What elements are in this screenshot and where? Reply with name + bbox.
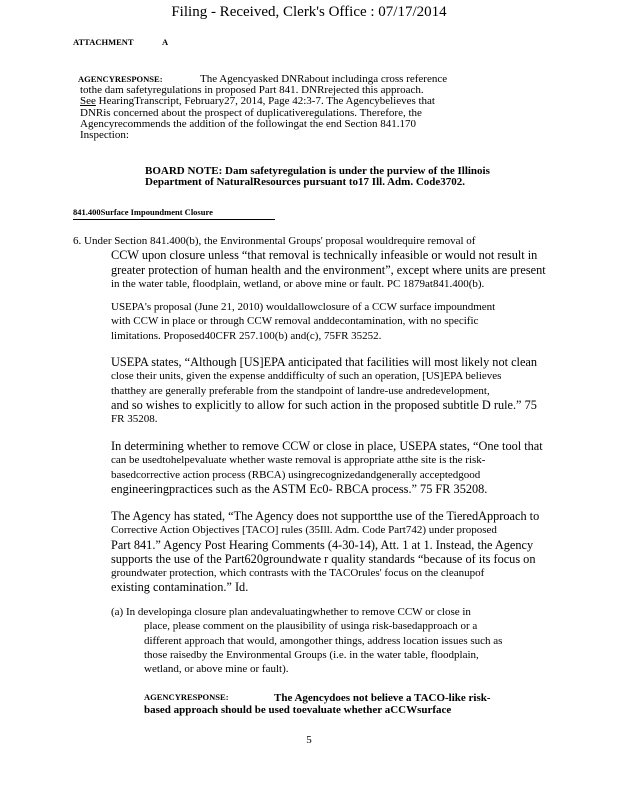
item-6-line: greater protection of human health and the environment”, except where units are present [111,262,546,277]
agency-response-2-label: AGENCYRESPONSE: [144,692,229,702]
determining-line: engineeringpractices such as the ASTM Ec0- RBCA process.” 75 FR 35208. [111,481,488,496]
response-2-line: The Agencydoes not believe a TACO-like risk- [274,692,491,704]
item-6-line: CCW upon closure unless “that removal is technically infeasible or would not result in [111,248,538,263]
usepa-states-paragraph [111,355,541,426]
filing-header: Filing - Received, Clerk's Office : 07/17/2014 [171,4,447,20]
determining-paragraph [111,439,541,496]
board-note-line: BOARD NOTE: Dam safetyregulation is under the purview of the Illinois [145,165,490,177]
agency-response-2-block [144,692,514,716]
response-line: DNRis concerned about the prospect of duplicativeregulations. Therefore, the [80,106,422,119]
agency-stated-line: groundwater protection, which contrasts with the TACOrules' focus on the cleanupof [111,567,485,580]
attachment-letter: A [162,37,169,47]
agency-stated-line: Corrective Action Objectives [TACO] rules (35Ill. Adm. Code Part742) under proposed [111,524,497,537]
response-2-line: based approach should be used toevaluate whether aCCWsurface [144,704,452,716]
section-heading-underline [73,219,275,220]
response-line: Inspection: [80,129,129,142]
board-note-line: Department of NaturalResources pursuant to17 Ill. Adm. Code3702. [145,176,466,189]
board-note [145,166,505,188]
agency-response-label: AGENCYRESPONSE: [78,74,163,84]
agency-stated-line: existing contamination.” Id. [111,580,249,595]
determining-line: basedcorrective action process (RBCA) usingrecognizedandgenerally acceptedgood [111,468,481,481]
item-a-paragraph [111,605,541,676]
usepa-states-line: close their units, given the expense anddifficulty of such an operation, [US]EPA believes [111,370,502,383]
usepa-proposal-line: USEPA's proposal (June 21, 2010) wouldallowclosure of a CCW surface impoundment [111,301,496,313]
see-label: See [80,95,96,108]
agency-stated-line: Part 841.” Agency Post Hearing Comments (4-30-14), Att. 1 at 1. Instead, the Agency [111,537,534,552]
item-a-line: place, please comment on the plausibility of usinga risk-basedapproach or a [144,620,478,633]
agency-response-block [80,74,518,141]
item-6-line: 6. Under Section 841.400(b), the Environmental Groups' proposal wouldrequire removal of [73,235,476,247]
usepa-states-line: FR 35208. [111,413,158,426]
usepa-states-line: and so wishes to explicitly to allow for such action in the proposed subtitle D rule.” 75 [111,397,537,412]
page-number: 5 [306,734,312,746]
usepa-proposal-paragraph [111,300,541,343]
section-heading: 841.400Surface Impoundment Closure [73,207,213,217]
item-6-line: in the water table, floodplain, wetland, or above mine or fault. PC 1879at841.400(b). [111,277,485,290]
item-a-line: (a) In developinga closure plan andevaluatingwhether to remove CCW or close in [111,606,471,618]
item-a-line: wetland, or above mine or fault). [144,663,289,676]
item-a-line: different approach that would, amongother things, address location issues such as [144,634,503,647]
determining-line: In determining whether to remove CCW or close in place, USEPA states, “One tool that [111,439,543,453]
determining-line: can be usedtohelpevaluate whether waste removal is appropriate atthe site is the risk- [111,454,486,467]
agency-stated-paragraph [111,509,541,595]
usepa-states-line: thatthey are generally preferable from the standpoint of landre-use andredevelopment, [111,384,490,397]
response-line: Agencyrecommends the addition of the followingat the end Section 841.170 [80,117,417,130]
attachment-label: ATTACHMENT [73,37,134,47]
response-line: The Agencyasked DNRabout includinga cross reference [200,73,448,85]
usepa-states-line: USEPA states, “Although [US]EPA anticipated that facilities will most likely not clean [111,355,538,369]
agency-stated-line: supports the use of the Part620groundwate r quality standards “because of its focus on [111,551,536,566]
usepa-proposal-line: with CCW in place or through CCW removal anddecontamination, with no specific [111,315,479,328]
usepa-proposal-line: limitations. Proposed40CFR 257.100(b) and(c), 75FR 35252. [111,329,382,342]
agency-stated-line: The Agency has stated, “The Agency does not supportthe use of the TieredApproach to [111,509,540,523]
response-line: tothe dam safetyregulations in proposed Part 841. DNRrejected this approach. [80,84,424,97]
item-a-line: those raisedby the Environmental Groups (i.e. in the water table, floodplain, [144,648,479,661]
response-line: HearingTranscript, February27, 2014, Page 42:3-7. The Agencybelieves that [98,95,435,108]
item-6-paragraph [73,234,546,291]
